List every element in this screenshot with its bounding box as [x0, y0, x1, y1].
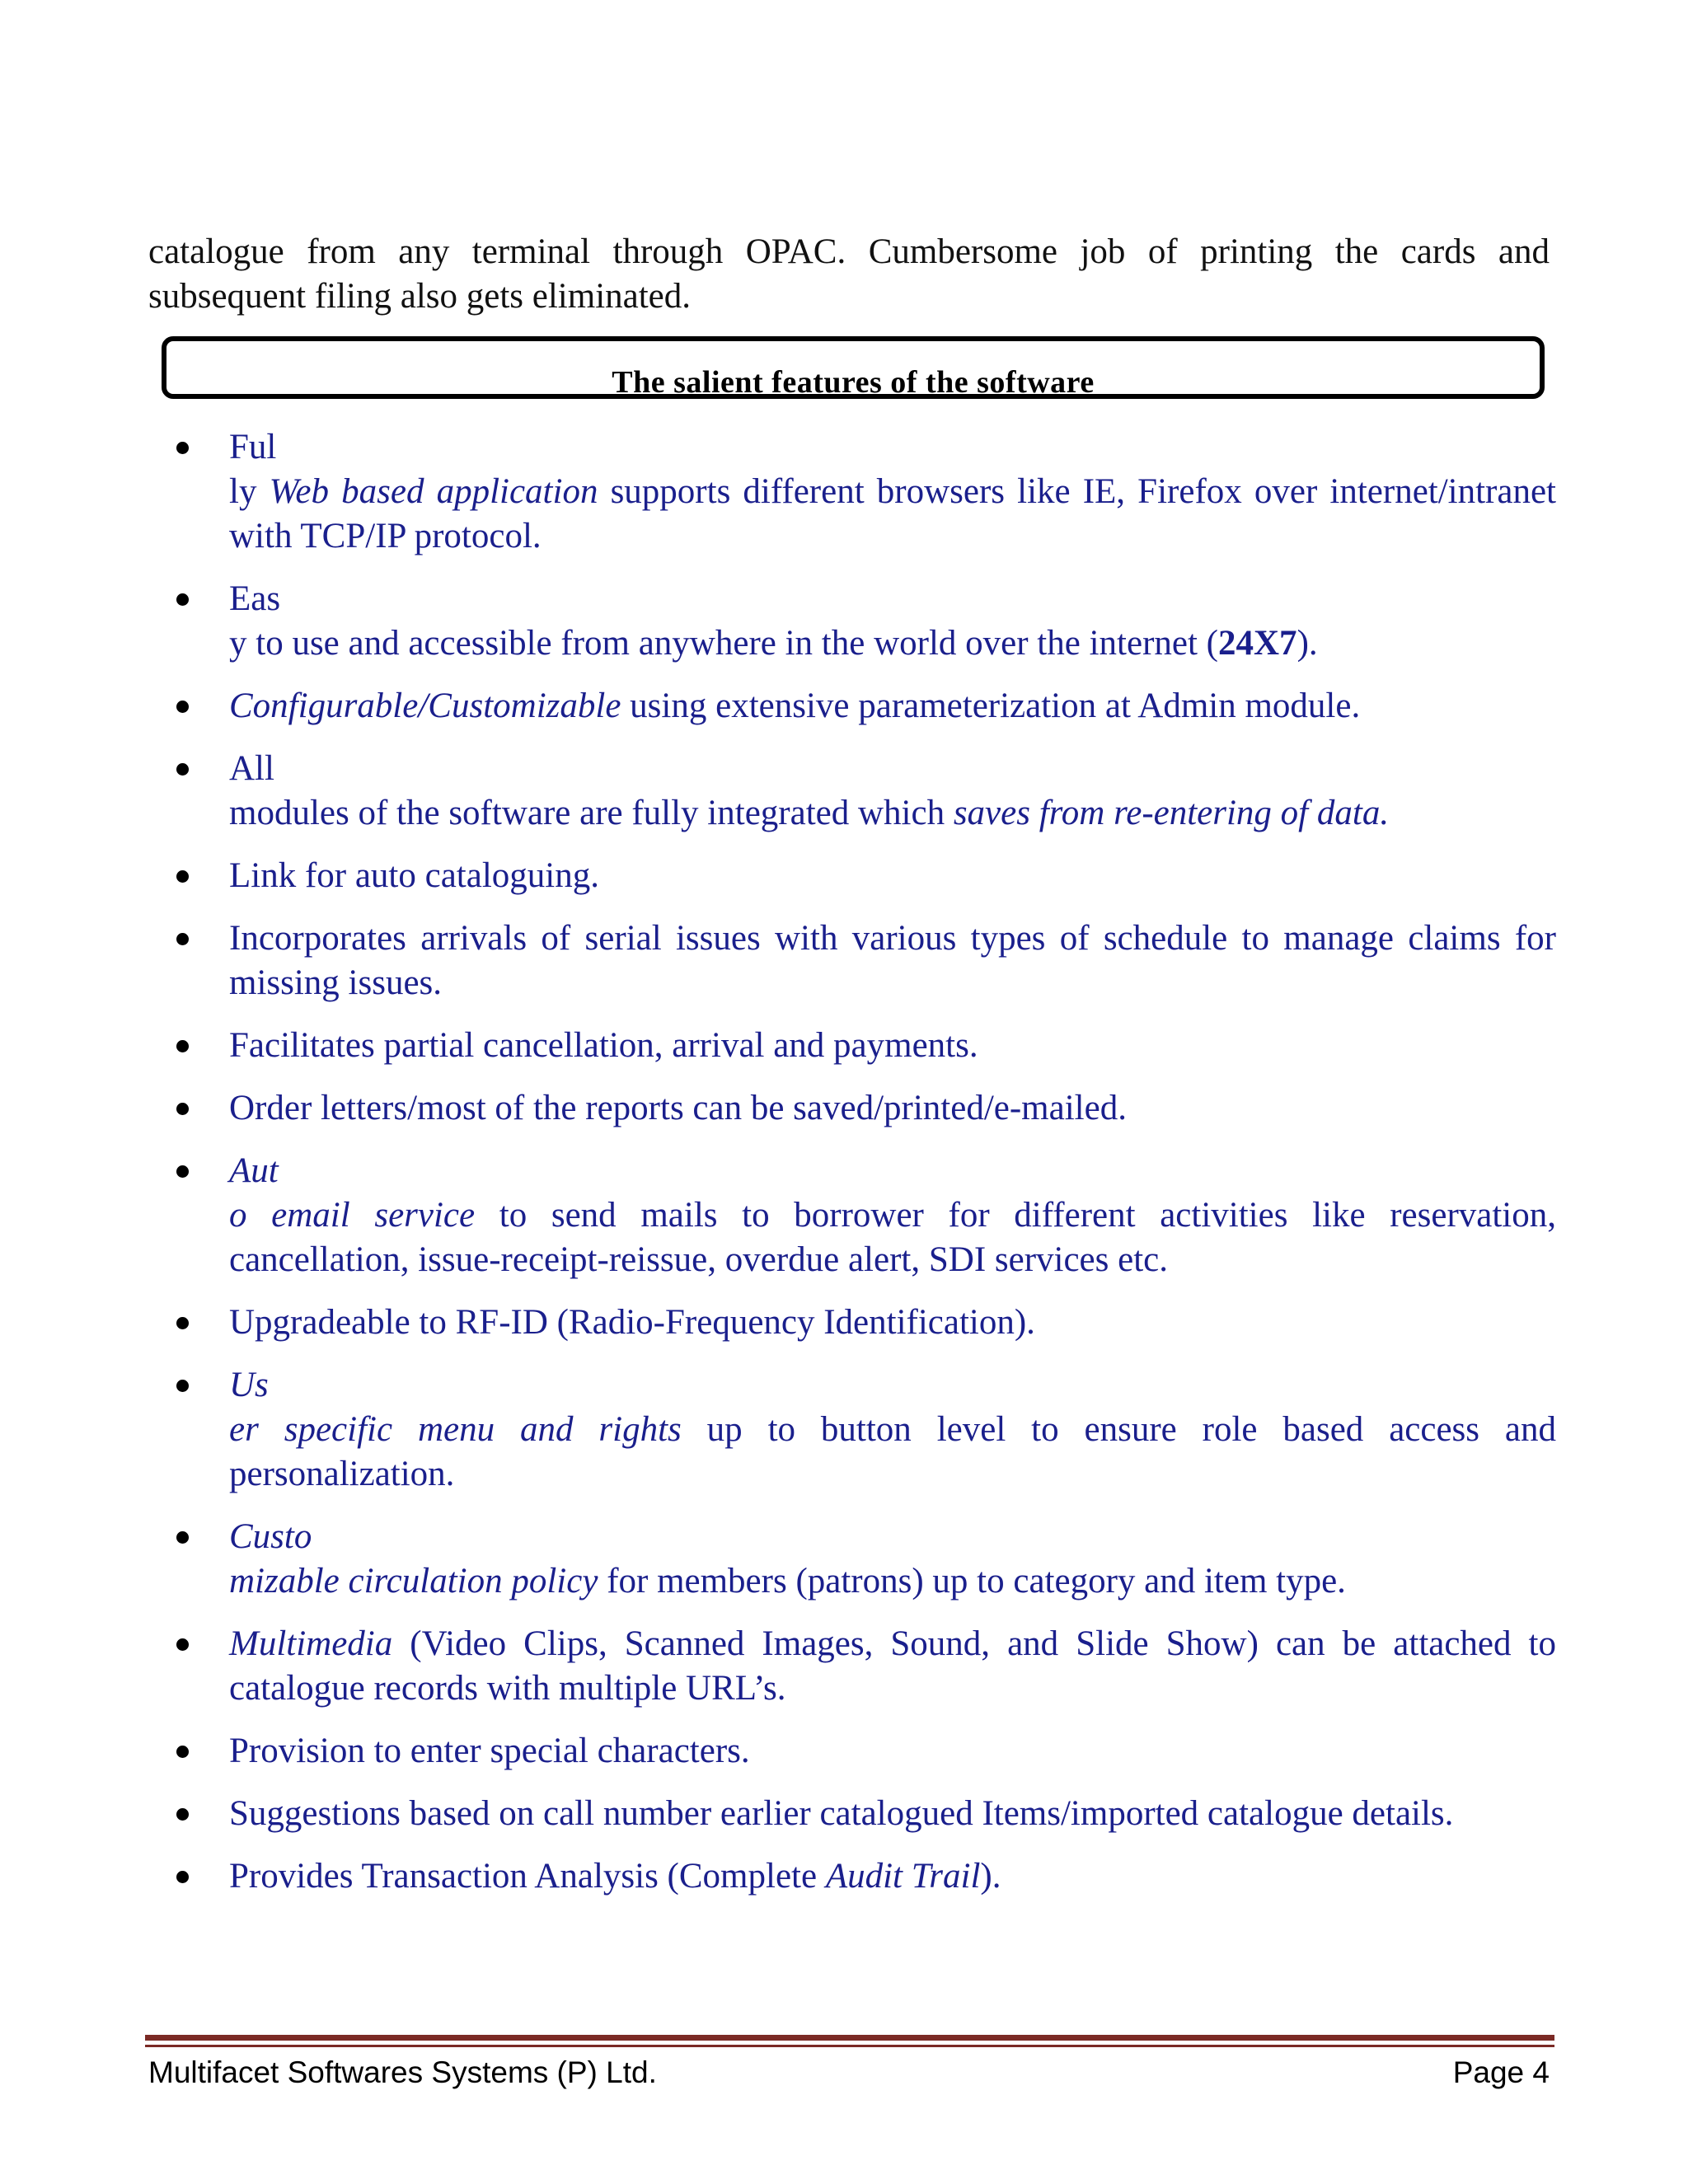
bullet-icon: [170, 577, 195, 621]
intro-paragraph: catalogue from any terminal through OPAC. Cumbersome job of printing the cards and subsequent filing also gets eliminated.: [148, 232, 1550, 316]
footer-page-number: Page 4: [1452, 2055, 1550, 2089]
feature-item: [229, 1363, 1556, 1497]
feature-item: [229, 854, 1556, 898]
footer-company: Multifacet Softwares Systems (P) Ltd.: [148, 2055, 657, 2089]
feature-item: [229, 1301, 1556, 1345]
bullet-icon: [170, 1854, 195, 1899]
bullet-icon: [170, 1792, 195, 1836]
feature-text: Configurable/Customizable using extensive parameterization at Admin module.: [229, 687, 1361, 725]
bullet-icon: [170, 916, 195, 961]
bullet-icon: [170, 425, 195, 470]
feature-item: [229, 1729, 1556, 1774]
feature-first-line: Custo: [229, 1517, 312, 1556]
feature-first-line: Us: [229, 1366, 269, 1404]
feature-item: [229, 1792, 1556, 1836]
feature-item: [229, 1515, 1556, 1604]
bullet-icon: [170, 1149, 195, 1193]
feature-item: [229, 1854, 1556, 1899]
bullet-icon: [170, 1729, 195, 1774]
bullet-icon: [170, 1024, 195, 1068]
feature-text: Facilitates partial cancellation, arrival and payments.: [229, 1026, 978, 1065]
footer-divider-thin: [145, 2045, 1554, 2047]
feature-item: [229, 1024, 1556, 1068]
feature-item: [229, 1149, 1556, 1282]
feature-first-line: Eas: [229, 579, 281, 618]
feature-item: [229, 577, 1556, 666]
feature-text: Provision to enter special characters.: [229, 1732, 750, 1770]
feature-text: y to use and accessible from anywhere in the world over the internet (24X7).: [229, 624, 1318, 663]
feature-text: o email service to send mails to borrower for different activities like reservation, cancellation, issue-receipt-reissue, overdue alert, SDI services etc.: [229, 1196, 1556, 1279]
feature-text: Incorporates arrivals of serial issues with various types of schedule to manage claims for missing issues.: [229, 919, 1556, 1002]
feature-text: Upgradeable to RF-ID (Radio-Frequency Identification).: [229, 1303, 1035, 1342]
feature-text: modules of the software are fully integrated which saves from re-entering of data.: [229, 794, 1390, 832]
feature-item: [229, 425, 1556, 559]
feature-item: [229, 684, 1556, 729]
feature-text: Order letters/most of the reports can be saved/printed/e-mailed.: [229, 1089, 1127, 1127]
feature-first-line: All: [229, 749, 274, 788]
feature-text: Link for auto cataloguing.: [229, 856, 599, 895]
feature-first-line: Aut: [229, 1151, 279, 1190]
page-footer: [148, 2052, 1550, 2093]
feature-item: [229, 747, 1556, 836]
bullet-icon: [170, 1301, 195, 1345]
feature-text: Multimedia (Video Clips, Scanned Images, Sound, and Slide Show) can be attached to catalogue records with multiple URL’s.: [229, 1624, 1556, 1708]
feature-text: mizable circulation policy for members (patrons) up to category and item type.: [229, 1562, 1346, 1601]
feature-item: [229, 1086, 1556, 1131]
bullet-icon: [170, 1086, 195, 1131]
feature-text: Provides Transaction Analysis (Complete Audit Trail).: [229, 1857, 1001, 1896]
section-heading: The salient features of the software: [612, 365, 1095, 399]
bullet-icon: [170, 747, 195, 791]
bullet-icon: [170, 1515, 195, 1559]
bullet-icon: [170, 684, 195, 729]
footer-divider: [145, 2035, 1554, 2041]
bullet-icon: [170, 1622, 195, 1666]
feature-item: [229, 916, 1556, 1005]
feature-text: Suggestions based on call number earlier catalogued Items/imported catalogue details.: [229, 1794, 1454, 1833]
feature-list: [229, 425, 1556, 1917]
bullet-icon: [170, 854, 195, 898]
feature-item: [229, 1622, 1556, 1711]
feature-text: er specific menu and rights up to button level to ensure role based access and personalization.: [229, 1410, 1556, 1493]
bullet-icon: [170, 1363, 195, 1408]
feature-text: ly Web based application supports different browsers like IE, Firefox over internet/intranet with TCP/IP protocol.: [229, 472, 1556, 555]
feature-first-line: Ful: [229, 428, 277, 466]
section-heading-box: [162, 336, 1545, 399]
